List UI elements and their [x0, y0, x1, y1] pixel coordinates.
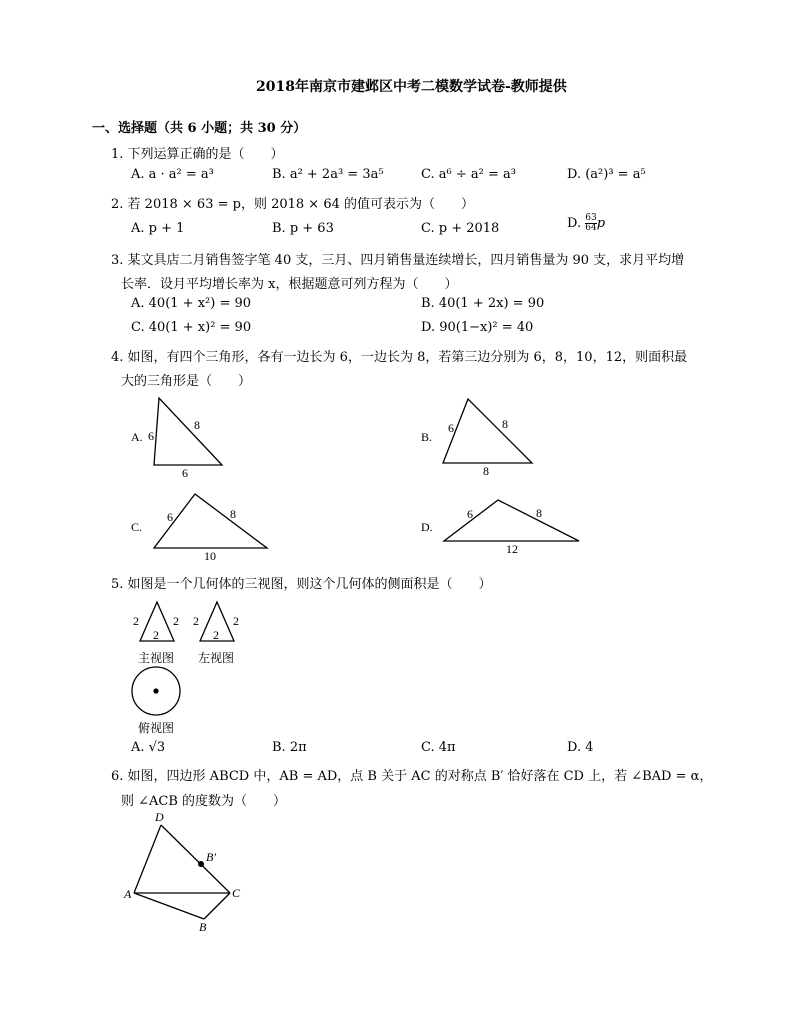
triangle-a-left-label: 6 — [148, 429, 154, 443]
point-a-label: A — [124, 887, 132, 901]
q2-option-c[interactable]: C. p + 2018 — [421, 221, 500, 236]
figure-b-option[interactable]: B. — [421, 430, 433, 444]
q3-option-c[interactable]: C. 40(1 + x)² = 90 — [131, 320, 252, 335]
triangle-b-base-label: 8 — [483, 464, 489, 478]
point-d-label: D — [155, 810, 164, 824]
fraction-numerator: 63 — [585, 213, 597, 223]
q1-option-d[interactable]: D. (a²)³ = a⁵ — [567, 167, 646, 182]
question-number: 5. — [111, 577, 124, 592]
front-view-left-side: 2 — [133, 614, 139, 628]
figure-d-option[interactable]: D. — [421, 520, 433, 534]
left-view-left-side: 2 — [193, 614, 199, 628]
q3-option-b[interactable]: B. 40(1 + 2x) = 90 — [421, 296, 545, 311]
page-title: 2018年南京市建邺区中考二模数学试卷-教师提供 — [256, 79, 567, 95]
front-view-base-side: 2 — [153, 628, 159, 642]
segment-dc — [161, 825, 230, 893]
triangle-d-right-label: 8 — [536, 506, 542, 520]
triangle-d-base-label: 12 — [506, 542, 518, 556]
left-view-right-side: 2 — [233, 614, 239, 628]
q1-option-a[interactable]: A. a · a² = a³ — [131, 167, 214, 182]
q5-option-b[interactable]: B. 2π — [272, 740, 307, 755]
question-stem-line2: 长率．设月平均增长率为 x，根据题意可列方程为（ ） — [121, 277, 458, 292]
triangle-c-left-label: 6 — [167, 510, 173, 524]
segment-da — [134, 825, 161, 893]
question-stem-line1: 某文具店二月销售签字笔 40 支，三月、四月销售量连续增长，四月销售量为 90 支，求月平均增 — [127, 253, 685, 268]
fraction-denominator: 64 — [585, 223, 597, 233]
question-stem-line2: 则 ∠ACB 的度数为（ ） — [121, 794, 287, 809]
segment-ab — [134, 893, 204, 919]
q5-option-d[interactable]: D. 4 — [567, 740, 594, 755]
point-c-label: C — [232, 886, 241, 900]
segment-bc — [204, 893, 230, 919]
triangle-b-right-label: 8 — [502, 417, 508, 431]
question-number: 1. — [111, 147, 124, 162]
top-view-label: 俯视图 — [138, 721, 175, 735]
q5-option-a[interactable]: A. √3 — [131, 740, 166, 755]
q2-option-b[interactable]: B. p + 63 — [272, 221, 334, 236]
question-stem: 下列运算正确的是（ ） — [127, 147, 284, 162]
front-view-right-side: 2 — [173, 614, 179, 628]
triangle-a-base-label: 6 — [182, 466, 188, 480]
fraction-variable: p — [596, 216, 606, 231]
question-number: 6. — [111, 769, 124, 784]
q2-option-a[interactable]: A. p + 1 — [131, 221, 185, 236]
question-stem-line1: 如图，有四个三角形，各有一边长为 6，一边长为 8，若第三边分别为 6，8，10，12，则面积最 — [127, 350, 688, 365]
question-stem: 如图是一个几何体的三视图，则这个几何体的侧面积是（ ） — [127, 577, 492, 592]
point-b-prime — [198, 861, 204, 867]
point-b-prime-label: B' — [206, 850, 216, 864]
question-stem: 若 2018 × 63 = p，则 2018 × 64 的值可表示为（ ） — [127, 197, 474, 212]
left-view-base-side: 2 — [213, 628, 219, 642]
question-number: 3. — [111, 253, 124, 268]
figure-a-option[interactable]: A. — [131, 430, 143, 444]
q3-option-a[interactable]: A. 40(1 + x²) = 90 — [131, 296, 252, 311]
triangle-b-left-label: 6 — [448, 421, 454, 435]
point-b-label: B — [199, 920, 207, 934]
front-view-label: 主视图 — [138, 651, 175, 665]
q5-option-c[interactable]: C. 4π — [421, 740, 456, 755]
triangle-d-left-label: 6 — [467, 507, 473, 521]
triangle-c-right-label: 8 — [230, 507, 236, 521]
question-stem-line2: 大的三角形是（ ） — [121, 374, 252, 389]
q3-option-d[interactable]: D. 90(1−x)² = 40 — [421, 320, 534, 335]
section-header: 一、选择题（共 6 小题；共 30 分） — [92, 121, 307, 136]
question-stem-line1: 如图，四边形 ABCD 中，AB = AD，点 B 关于 AC 的对称点 B′ 恰好落在 CD 上，若 ∠BAD = α， — [127, 769, 713, 784]
q1-option-b[interactable]: B. a² + 2a³ = 3a⁵ — [272, 167, 384, 182]
figure-c-option[interactable]: C. — [131, 520, 143, 534]
triangle-c-base-label: 10 — [204, 549, 216, 563]
option-letter: D. — [567, 216, 582, 231]
question-number: 4. — [111, 350, 124, 365]
question-number: 2. — [111, 197, 124, 212]
q1-option-c[interactable]: C. a⁶ ÷ a² = a³ — [421, 167, 516, 182]
left-view-label: 左视图 — [198, 651, 235, 665]
triangle-a-right-label: 8 — [194, 418, 200, 432]
